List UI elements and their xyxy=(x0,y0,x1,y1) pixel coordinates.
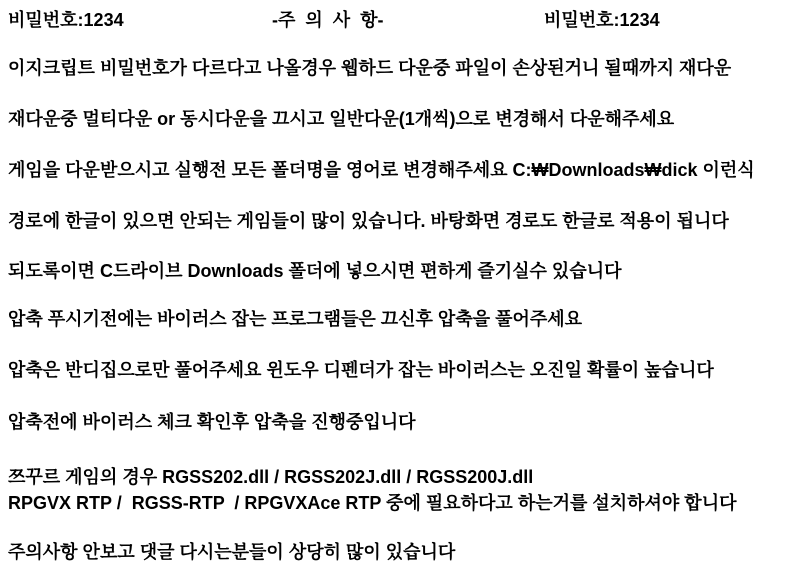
page-title: -주 의 사 항- xyxy=(272,10,384,30)
notice-line: 이지크립트 비밀번호가 다르다고 나올경우 웹하드 다운중 파일이 손상된거니 될때까지 재다운 xyxy=(8,58,732,78)
notice-line: 경로에 한글이 있으면 안되는 게임들이 많이 있습니다. 바탕화면 경로도 한글로 적용이 됩니다 xyxy=(8,211,729,231)
password-right: 비밀번호:1234 xyxy=(544,10,660,30)
notice-line: 게임을 다운받으시고 실행전 모든 폴더명을 영어로 변경해주세요 C:₩Downloads₩dick 이런식 xyxy=(8,160,755,180)
password-left: 비밀번호:1234 xyxy=(8,10,124,30)
notice-line: 압축은 반디집으로만 풀어주세요 윈도우 디펜더가 잡는 바이러스는 오진일 확률이 높습니다 xyxy=(8,360,714,380)
notice-line: 재다운중 멀티다운 or 동시다운을 끄시고 일반다운(1개씩)으로 변경해서 다운해주세요 xyxy=(8,109,675,129)
notice-line: 주의사항 안보고 댓글 다시는분들이 상당히 많이 있습니다 xyxy=(8,542,456,562)
notice-line: 압축전에 바이러스 체크 확인후 압축을 진행중입니다 xyxy=(8,412,416,432)
notice-line: RPGVX RTP / RGSS-RTP / RPGVXAce RTP 중에 필요하다고 하는거를 설치하셔야 합니다 xyxy=(8,493,737,513)
notice-line: 되도록이면 C드라이브 Downloads 폴더에 넣으시면 편하게 즐기실수 있습니다 xyxy=(8,261,622,281)
notice-line: 압축 푸시기전에는 바이러스 잡는 프로그램들은 끄신후 압축을 풀어주세요 xyxy=(8,309,583,329)
notice-line: 쯔꾸르 게임의 경우 RGSS202.dll / RGSS202J.dll / RGSS200J.dll xyxy=(8,467,534,487)
